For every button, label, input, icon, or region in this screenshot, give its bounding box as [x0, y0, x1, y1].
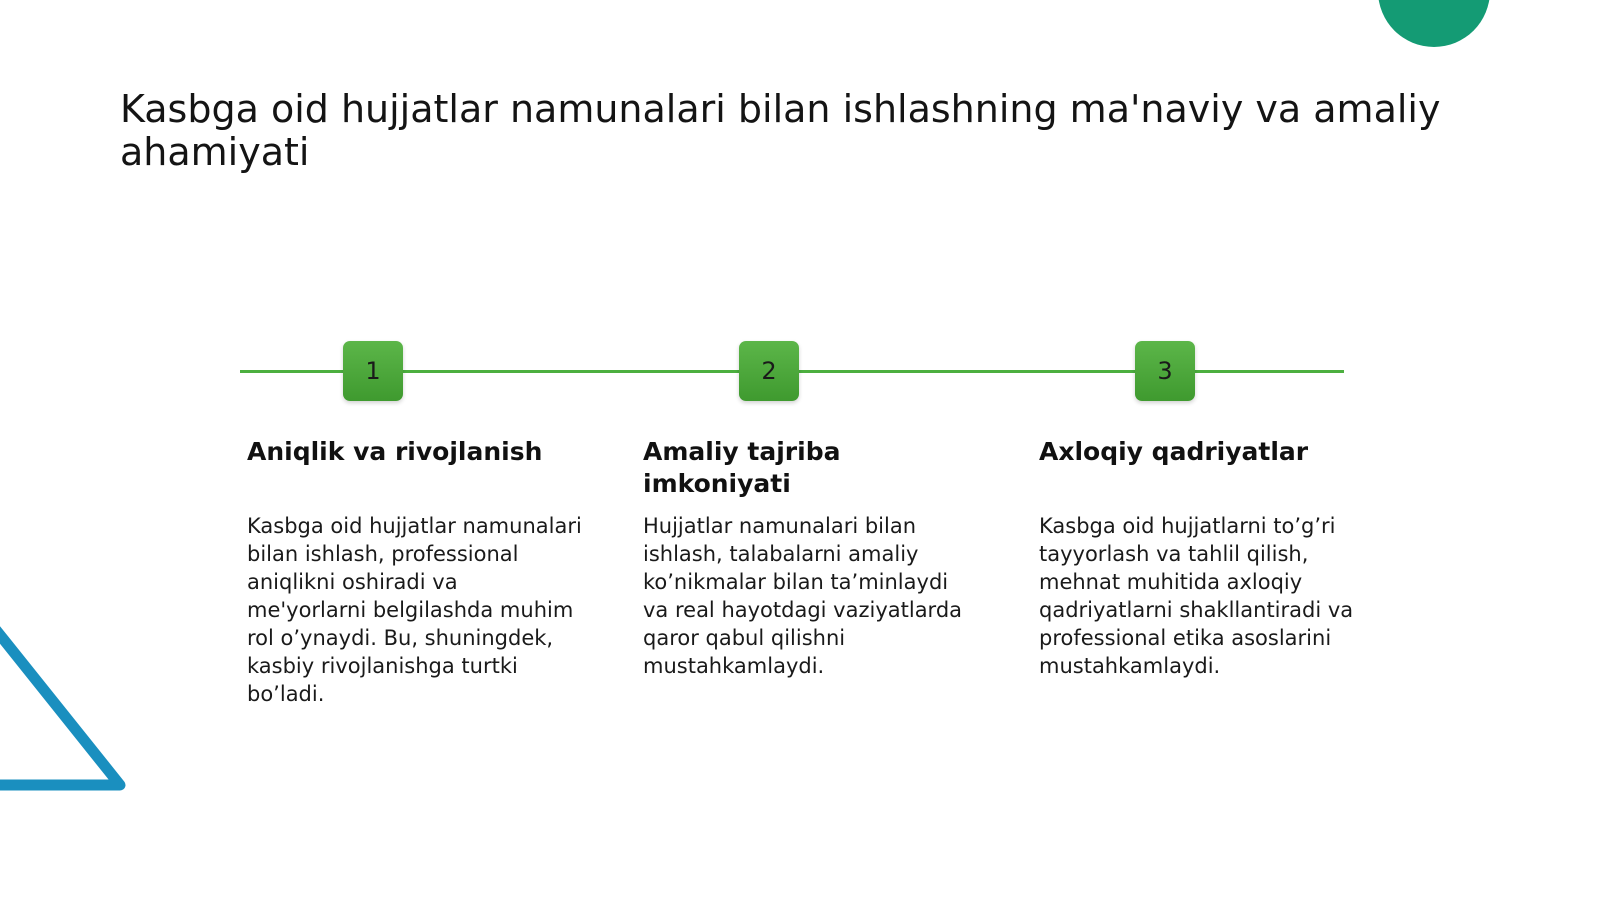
step-1-text: Kasbga oid hujjatlar namunalari bilan ishlash, professional aniqlikni oshiradi va me'yorlarni belgilashda muhim rol o’ynaydi. Bu, shuningdek, kasbiy rivojlanishga turtki bo’ladi.	[247, 514, 582, 706]
decorative-triangle	[0, 560, 140, 820]
slide-title: Kasbga oid hujjatlar namunalari bilan ishlashning ma'naviy va amaliy ahamiyati	[120, 87, 1441, 174]
step-1-badge: 1	[343, 341, 403, 401]
decorative-circle	[1378, 0, 1490, 47]
step-3-badge: 3	[1135, 341, 1195, 401]
step-3	[1039, 436, 1374, 678]
step-1	[247, 436, 582, 706]
step-2	[643, 436, 978, 678]
step-3-heading: Axloqiy qadriyatlar	[1039, 437, 1309, 466]
step-2-text: Hujjatlar namunalari bilan ishlash, talabalarni amaliy ko’nikmalar bilan ta’minlaydi va real hayotdagi vaziyatlarda qaror qabul qilishni mustahkamlaydi.	[643, 514, 963, 678]
step-2-badge: 2	[739, 341, 799, 401]
step-3-text: Kasbga oid hujjatlarni to’g’ri tayyorlash va tahlil qilish, mehnat muhitida axloqiy qadriyatlarni shakllantiradi va professional etika asoslarini mustahkamlaydi.	[1039, 514, 1354, 678]
step-2-heading: Amaliy tajriba imkoniyati	[643, 437, 841, 498]
step-1-heading: Aniqlik va rivojlanish	[247, 437, 543, 466]
